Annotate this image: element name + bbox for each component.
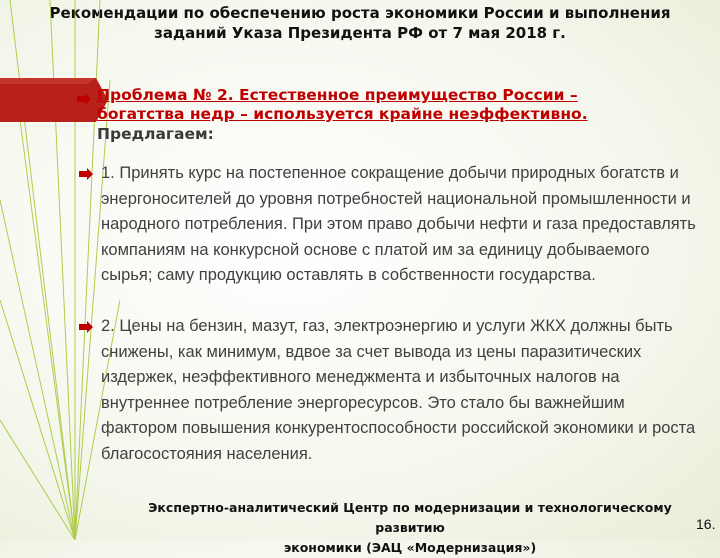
slide-title xyxy=(30,3,690,43)
red-arrow-banner xyxy=(0,78,108,122)
title-line-2: заданий Указа Президента РФ от 7 мая 2018 г. xyxy=(154,24,566,42)
arrow-bullet-icon xyxy=(79,321,93,333)
propose-label: Предлагаем: xyxy=(97,125,214,143)
list-item: 2. Цены на бензин, мазут, газ, электроэнергию и услуги ЖКХ должны быть снижены, как минимум, вдвое за счет вывода из цены паразитических издержек, неэффективного менеджмента и избыточных налогов на внутреннее потребление энергоресурсов. Это стало бы важнейшим фактором повышения конкурентоспособности российской экономики и роста благосостояния населения. xyxy=(101,317,696,463)
footer xyxy=(120,498,700,558)
page-number: 16. xyxy=(696,516,716,532)
problem-line-1: Проблема № 2. Естественное преимущество России – xyxy=(97,86,578,104)
list-item: 1. Принять курс на постепенное сокращение добычи природных богатств и энергоносителей до уровня потребностей национальной промышленности и народного потребления. При этом право добычи нефти и газа предоставлять компаниям на конкурсной основе с платой им за единицу добываемого сырья; саму продукцию оставлять в собственности государства. xyxy=(101,164,696,284)
arrow-bullet-icon xyxy=(77,93,91,105)
problem-heading xyxy=(97,86,697,124)
footer-line-2: экономики (ЭАЦ «Модернизация») xyxy=(283,540,537,555)
problem-line-2: богатства недр – используется крайне неэффективно. xyxy=(97,105,588,123)
footer-line-1: Экспертно-аналитический Центр по модернизации и технологическому развитию xyxy=(148,500,672,535)
arrow-bullet-icon xyxy=(79,168,93,180)
title-line-1: Рекомендации по обеспечению роста экономики России и выполнения xyxy=(49,4,671,22)
